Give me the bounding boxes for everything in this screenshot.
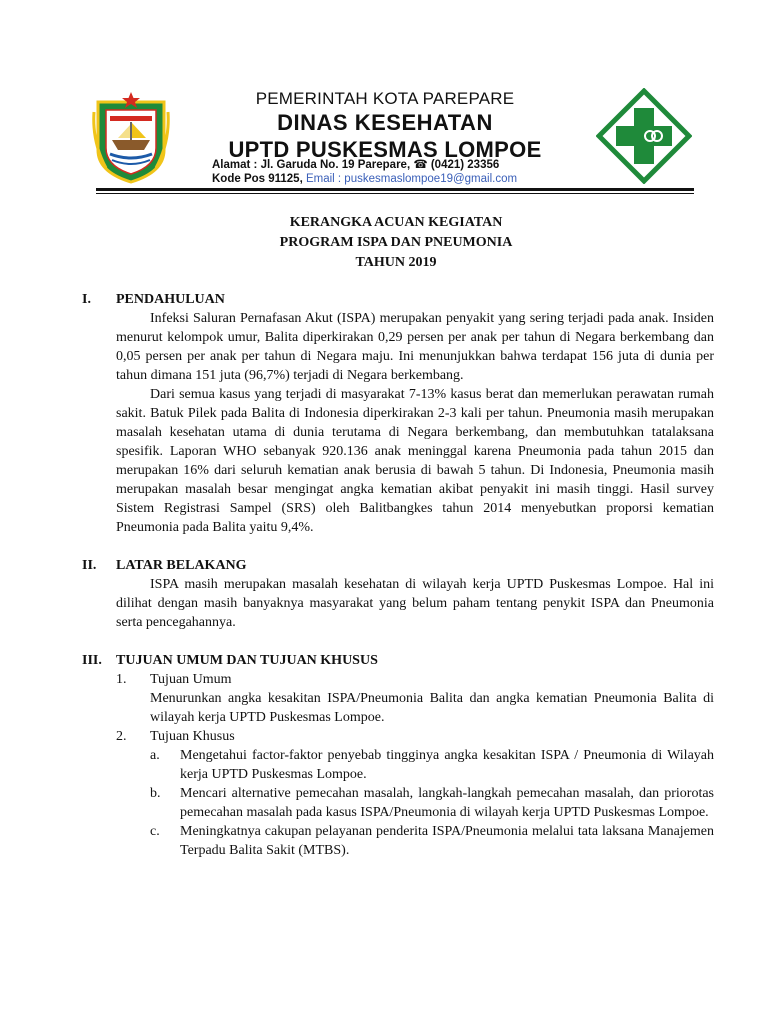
list-item xyxy=(116,727,714,746)
section-number: III. xyxy=(82,653,102,668)
parepare-city-emblem-icon xyxy=(92,92,170,184)
section-pendahuluan xyxy=(82,290,714,537)
letterhead-institution: UPTD PUSKESMAS LOMPOE xyxy=(228,137,542,162)
list-item xyxy=(116,670,714,727)
title-line-3: TAHUN 2019 xyxy=(355,255,437,270)
sub-item-text: Mencari alternative pemecahan masalah, langkah-langkah pemecahan masalah, dan priorotas pemecahan masalah pada kasus ISPA/Pneumonia di wilayah kerja UPTD Puskesmas Lompoe. xyxy=(180,786,714,820)
puskesmas-logo-icon xyxy=(596,88,692,184)
paragraph: ISPA masih merupakan masalah kesehatan di wilayah kerja UPTD Puskesmas Lompoe. Hal ini dilihat dengan masih banyaknya masyarakat yang belum paham tentang penykit ISPA dan Pneumonia serta pencegahannya. xyxy=(116,577,714,630)
section-heading xyxy=(82,651,714,670)
item-title: Tujuan Umum xyxy=(150,672,232,687)
sub-list-item xyxy=(116,784,714,822)
paragraph: Infeksi Saluran Pernafasan Akut (ISPA) merupakan penyakit yang sering terjadi pada anak. Insiden menurut kelompok umur, Balita diperkirakan 0,29 persen per anak per tahun di Negara berkembang dan 0,05 persen per anak per tahun di Negara maju. Ini menunjukkan bahwa terdapat 156 juta di dunia per tahun dimana 151 juta (96,7%) terjadi di Negara berkembang. xyxy=(116,311,714,383)
sub-item-letter: b. xyxy=(150,786,161,801)
item-title: Tujuan Khusus xyxy=(150,729,235,744)
section-title: LATAR BELAKANG xyxy=(116,558,247,573)
section-title: TUJUAN UMUM DAN TUJUAN KHUSUS xyxy=(116,653,378,668)
letterhead-department: DINAS KESEHATAN xyxy=(277,110,493,135)
sub-list-item xyxy=(116,746,714,784)
document-body xyxy=(82,290,714,860)
section-heading xyxy=(82,556,714,575)
letterhead-email: Email : puskesmaslompoe19@gmail.com xyxy=(305,173,518,185)
title-line-2: PROGRAM ISPA DAN PNEUMONIA xyxy=(279,235,513,250)
title-line-1: KERANGKA ACUAN KEGIATAN xyxy=(289,215,503,230)
document-title xyxy=(0,213,768,273)
letterhead-address-block xyxy=(212,158,592,186)
sub-item-letter: a. xyxy=(150,748,160,763)
item-text: Menurunkan angka kesakitan ISPA/Pneumonia Balita dan angka kematian Pneumonia Balita di wilayah kerja UPTD Puskesmas Lompoe. xyxy=(150,691,714,725)
item-number: 2. xyxy=(116,729,127,744)
section-title: PENDAHULUAN xyxy=(116,292,225,307)
section-number: II. xyxy=(82,558,97,573)
section-latar-belakang xyxy=(82,556,714,632)
letterhead-postal: Kode Pos 91125, xyxy=(212,173,306,185)
letterhead-rule-thin xyxy=(96,193,694,194)
sub-list-item xyxy=(116,822,714,860)
letterhead-contact xyxy=(212,172,592,186)
letterhead-government: PEMERINTAH KOTA PAREPARE xyxy=(255,89,515,108)
letterhead-address: Alamat : Jl. Garuda No. 19 Parepare, ☎ (0421) 23356 xyxy=(212,159,500,171)
sub-item-letter: c. xyxy=(150,824,160,839)
paragraph: Dari semua kasus yang terjadi di masyarakat 7-13% kasus berat dan memerlukan perawatan rumah sakit. Batuk Pilek pada Balita di Indonesia diperkirakan 2-3 kali per tahun. Pneumonia masih merupakan masalah kesehatan utama di dunia terutama di Negara berkembang, dan membutuhkan tatalaksana spesifik. Laporan WHO sebanyak 920.136 anak meninggal karena Pneumonia pada tahun 2015 dan merupakan 16% dari seluruh kematian anak berusia di bawah 5 tahun. Di Indonesia, Pneumonia masih merupakan masalah besar mengingat angka kematian akibat penyakit ini masih tinggi. Hasil survey Sistem Registrasi Sampel (SRS) oleh Balitbangkes tahun 2014 menyebutkan proporsi kematian Pneumonia pada Balita yaitu 9,4%. xyxy=(116,387,714,535)
letterhead xyxy=(180,88,590,185)
section-heading xyxy=(82,290,714,309)
item-number: 1. xyxy=(116,672,127,687)
section-number: I. xyxy=(82,292,91,307)
letterhead-rule-thick xyxy=(96,188,694,191)
section-tujuan xyxy=(82,651,714,860)
sub-item-text: Meningkatnya cakupan pelayanan penderita ISPA/Pneumonia melalui tata laksana Manajemen Terpadu Balita Sakit (MTBS). xyxy=(180,824,714,858)
sub-item-text: Mengetahui factor-faktor penyebab tingginya angka kesakitan ISPA / Pneumonia di Wilayah kerja UPTD Puskesmas Lompoe. xyxy=(180,748,714,782)
